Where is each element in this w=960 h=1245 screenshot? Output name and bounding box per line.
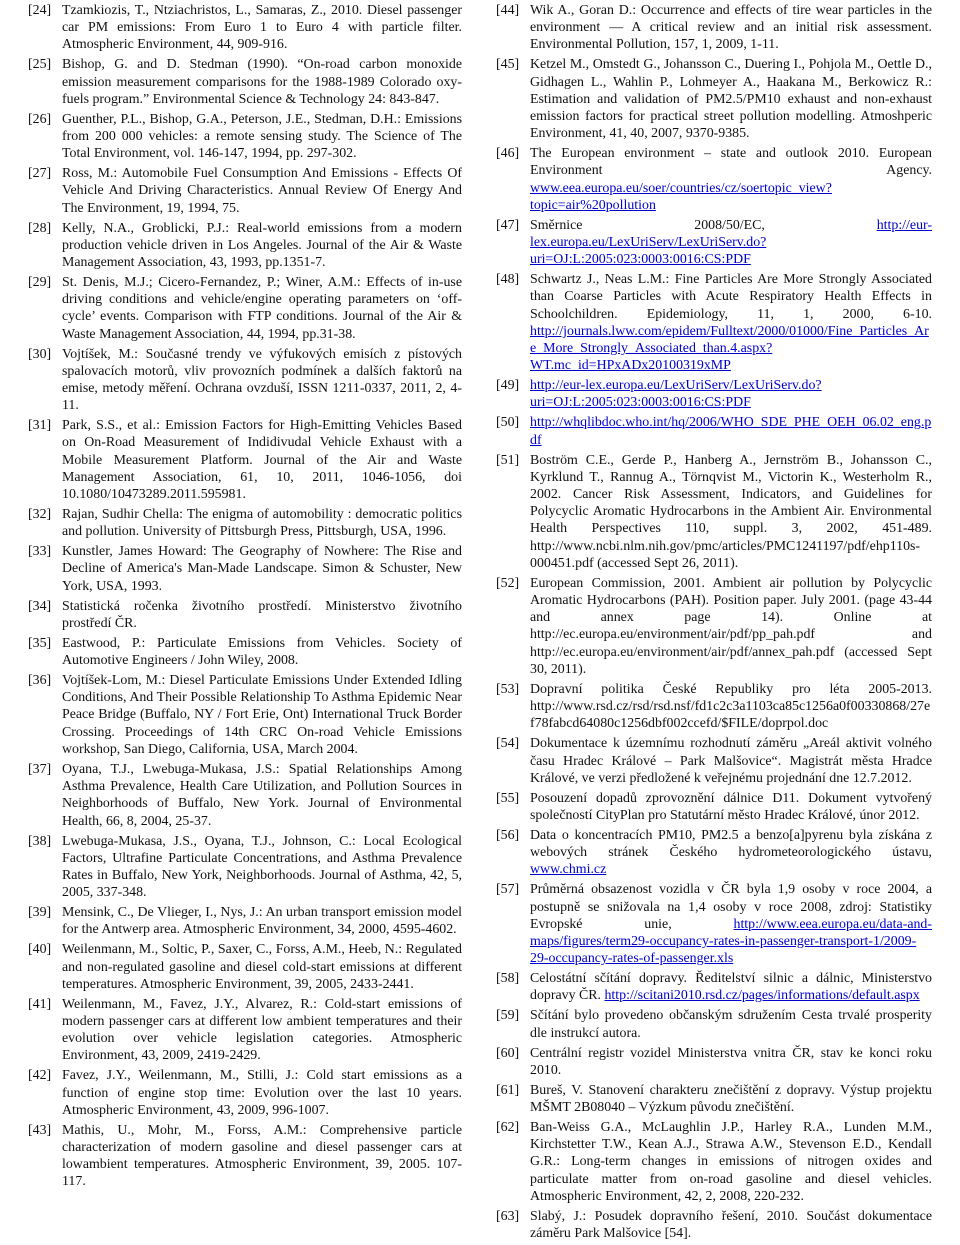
reference-number: [42] [28, 1068, 52, 1084]
reference-text [62, 346, 462, 415]
reference-item [496, 1045, 932, 1079]
reference-item [28, 2, 462, 54]
reference-item [28, 1122, 462, 1191]
reference-citation: St. Denis, M.J.; Cicero-Fernandez, P.; Winer, A.M.: Effects of in-use driving conditions and vehicle/engine operating parameters on ‘off-cycle’ events. Comparison with FTP conditions. Journal of the Air & Waste Management Association, 44, 1994, pp.31-38. [62, 275, 462, 342]
reference-text [530, 56, 932, 142]
reference-citation: European Commission, 2001. Ambient air pollution by Polycyclic Aromatic Hydrocarbons (PAH). Position paper. July 2001. (page 43-44 and annex page 14). Online at http://ec.europa.eu/environment/air/pdf/pp_pah.pdf and http://ec.europa.eu/environment/air/pdf/annex_pah.pdf (accessed Sept 30, 2011). [530, 575, 932, 677]
reference-item [28, 598, 462, 632]
reference-number: [63] [496, 1208, 520, 1224]
reference-item [496, 2, 932, 54]
reference-text [62, 996, 462, 1065]
reference-number: [48] [496, 272, 520, 288]
reference-number: [29] [28, 275, 52, 291]
reference-number: [60] [496, 1045, 520, 1061]
reference-citation: Tzamkiozis, T., Ntziachristos, L., Samaras, Z., 2010. Diesel passenger car PM emissions: From Euro 1 to Euro 4 with particle filter. Atmospheric Environment, 44, 909-916. [62, 3, 462, 53]
reference-text [62, 598, 462, 632]
reference-text [62, 111, 462, 163]
reference-item [496, 827, 932, 879]
reference-number: [56] [496, 827, 520, 843]
reference-citation: Bishop, G. and D. Stedman (1990). “On-road carbon monoxide emission measurement comparisons for the 1988-1989 Colorado oxy-fuels program.” Environmental Science & Technology 24: 843-847. [62, 57, 462, 107]
reference-citation: Vojtíšek, M.: Současné trendy ve výfukových emisích z pístových spalovacích motorů, vliv provozních podmínek a dalších faktorů na emise, metody měření. Ochrana ovzduší, ISSN 1211-0337, 2011, 2, 4-11. [62, 346, 462, 414]
reference-number: [31] [28, 418, 52, 434]
reference-number: [37] [28, 761, 52, 777]
reference-item [28, 111, 462, 163]
reference-text [530, 881, 932, 967]
reference-number: [58] [496, 971, 520, 987]
reference-citation: Mathis, U., Mohr, M., Forss, A.M.: Comprehensive particle characterization of modern gasoline and diesel passenger cars at lowambient temperatures. Atmospheric Environment, 39, 2005. 107-117. [62, 1122, 462, 1190]
reference-item [496, 217, 932, 269]
reference-number: [34] [28, 598, 52, 614]
reference-number: [61] [496, 1082, 520, 1098]
reference-item [28, 672, 462, 758]
reference-citation: Dokumentace k územnímu rozhodnutí záměru „Areál aktivit volného času Hradec Králové – Park Malšovice“. Magistrát města Hradce Králové, ve verzi předložené k veřejnému projednání dne 12.7.2012. [530, 736, 932, 786]
reference-text [62, 1122, 462, 1191]
reference-item [496, 1208, 932, 1242]
references-left-column [28, 2, 462, 1193]
reference-text [530, 1007, 932, 1041]
reference-item [496, 145, 932, 214]
reference-text [530, 827, 932, 879]
reference-item [28, 635, 462, 669]
reference-link[interactable]: www.chmi.cz [530, 862, 607, 878]
reference-citation: Boström C.E., Gerde P., Hanberg A., Jernström B., Johansson C., Kyrklund T., Rannug A., Törnqvist M., Victorin K., Westerholm R., 2002. Cancer Risk Assessment, Indicators, and Guidelines for Polycyclic Aromatic Hydrocarbons in the Ambient Air. Environmental Health Perspectives 110, suppl. 3, 2002, 451-489. http://www.ncbi.nlm.nih.gov/pmc/articles/PMC1241197/pdf/ehp110s-000451.pdf (accessed Sept 26, 2011). [530, 452, 932, 571]
reference-citation: Data o koncentracích PM10, PM2.5 a benzo[a]pyrenu byla získána z webových stránek Českého hydrometeorologického ústavu, [530, 827, 932, 861]
reference-text [530, 681, 932, 733]
reference-text [62, 904, 462, 938]
reference-number: [62] [496, 1119, 520, 1135]
reference-link[interactable]: www.eea.europa.eu/soer/countries/cz/soertopic_view?topic=air%20pollution [530, 180, 832, 213]
reference-text [530, 1082, 932, 1116]
reference-number: [57] [496, 882, 520, 898]
reference-citation: Eastwood, P.: Particulate Emissions from Vehicles. Society of Automotive Engineers / John Wiley, 2008. [62, 635, 462, 669]
reference-citation: Centrální registr vozidel Ministerstva vnitra ČR, stav ke konci roku 2010. [530, 1045, 932, 1078]
reference-item [496, 881, 932, 967]
reference-text [530, 414, 932, 448]
reference-number: [47] [496, 217, 520, 233]
reference-citation: The European environment – state and outlook 2010. European Environment Agency. [530, 146, 932, 179]
reference-item [496, 790, 932, 824]
reference-number: [43] [28, 1122, 52, 1138]
reference-number: [24] [28, 3, 52, 18]
reference-number: [54] [496, 736, 520, 752]
reference-citation: Oyana, T.J., Lwebuga-Mukasa, J.S.: Spatial Relationships Among Asthma Prevalence, Health Care Utilization, and Pollution Sources in Neighborhoods of Buffalo, New York. Journal of Environmental Health, 66, 8, 2004, 25-37. [62, 761, 462, 829]
reference-number: [35] [28, 635, 52, 651]
reference-item [28, 941, 462, 993]
reference-text [62, 56, 462, 108]
reference-text [530, 452, 932, 572]
reference-number: [30] [28, 346, 52, 362]
reference-text [62, 543, 462, 595]
reference-text [530, 970, 932, 1004]
reference-citation: Průměrná obsazenost vozidla v ČR byla 1,9 osoby v roce 2004, a postupně se snižovala na 1,4 osoby v roce 2008, zdroj: Statistiky Evropské unie, [530, 882, 932, 932]
reference-text [530, 2, 932, 54]
reference-citation: Bureš, V. Stanovení charakteru znečištění z dopravy. Výstup projektu MŠMT 2B08040 – Výzkum původu znečištění. [530, 1082, 932, 1115]
reference-citation: Favez, J.Y., Weilenmann, M., Stilli, J.: Cold start emissions as a function of engine stop time: Evolution over the last 10 years. Atmospheric Environment, 43, 2009, 996-1007. [62, 1068, 462, 1118]
reference-citation: Weilenmann, M., Soltic, P., Saxer, C., Forss, A.M., Heeb, N.: Regulated and non-regulated gasoline and diesel cold-start emissions at different temperatures. Atmospheric Environment, 39, 2005, 2433-2441. [62, 942, 462, 992]
reference-number: [27] [28, 166, 52, 182]
reference-citation: Ketzel M., Omstedt G., Johansson C., Duering I., Pohjola M., Oettle D., Gidhagen L., Wahlin P., Lohmeyer A., Haakana M., Berkowicz R.: Estimation and validation of PM2.5/PM10 exhaust and non-exhaust emission factors for practical street pollution modelling. Atmoshperic Environment, 41, 40, 2007, 9370-9385. [530, 57, 932, 142]
reference-number: [49] [496, 378, 520, 394]
reference-item [496, 575, 932, 678]
references-right-column [496, 2, 932, 1245]
reference-number: [39] [28, 905, 52, 921]
reference-number: [28] [28, 220, 52, 236]
reference-text [530, 790, 932, 824]
reference-number: [33] [28, 544, 52, 560]
reference-citation: Sčítání bylo provedeno občanským sdružením Cesta trvalé prosperity dle instrukcí autora. [530, 1008, 932, 1041]
reference-number: [32] [28, 507, 52, 523]
reference-text [530, 271, 932, 374]
reference-item [496, 735, 932, 787]
reference-link[interactable]: http://journals.lww.com/epidem/Fulltext/2000/01000/Fine_Particles_Are_More_Strongly_Associated_than.4.aspx?WT.mc_id=HPxADx20100319xMP [530, 323, 929, 374]
reference-item [28, 417, 462, 503]
reference-text [530, 217, 932, 269]
reference-text [62, 417, 462, 503]
reference-link[interactable]: http://scitani2010.rsd.cz/pages/informations/default.aspx [604, 988, 920, 1004]
reference-text [62, 506, 462, 540]
reference-item [28, 761, 462, 830]
reference-text [530, 1208, 932, 1242]
reference-citation: Směrnice 2008/50/EC, [530, 217, 765, 233]
reference-citation: Schwartz J., Neas L.M.: Fine Particles Are More Strongly Associated than Coarse Particles with Acute Respiratory Health Effects in Schoolchildren. Epidemiology, 11, 1, 2000, 6-10. [530, 272, 932, 322]
reference-item [496, 56, 932, 142]
reference-text [62, 274, 462, 343]
reference-item [28, 904, 462, 938]
reference-item [496, 1082, 932, 1116]
reference-number: [59] [496, 1008, 520, 1024]
reference-citation: Slabý, J.: Posudek dopravního řešení, 2010. Součást dokumentace záměru Park Malšovice [54]. [530, 1208, 932, 1241]
reference-text [62, 2, 462, 54]
reference-item [496, 377, 932, 411]
reference-citation: Vojtíšek-Lom, M.: Diesel Particulate Emissions Under Extended Idling Conditions, And Their Possible Relationship To Asthma Epidemic Near Peace Bridge (Buffalo, NY / Fort Erie, Ont) International Truck Border Crossing. Proceedings of 14th CRC On-road Vehicle Emissions workshop, San Diego, California, USA, March 2004. [62, 673, 462, 757]
reference-item [28, 833, 462, 902]
reference-text [530, 735, 932, 787]
reference-citation: Weilenmann, M., Favez, J.Y., Alvarez, R.: Cold-start emissions of modern passenger cars at different low ambient temperatures and their evolution over vehicle legislation categories. Atmospheric Environment, 43, 2009, 2419-2429. [62, 996, 462, 1064]
reference-item [496, 1007, 932, 1041]
reference-number: [38] [28, 833, 52, 849]
reference-citation: Ban-Weiss G.A., McLaughlin J.P., Harley R.A., Lunden M.M., Kirchstetter T.W., Kean A.J., Strawa A.W., Stevenson E.D., Kendall G.R.: Long-term changes in emissions of nitrogen oxides and particulate matter from on-road gasoline and diesel vehicles. Atmospheric Environment, 42, 2, 2008, 220-232. [530, 1119, 932, 1204]
reference-citation: Park, S.S., et al.: Emission Factors for High-Emitting Vehicles Based on On-Road Measurement of Indidivudal Vehicle Exhaust with a Mobile Measurement Platform. Journal of the Air and Waste Management Association, 61, 10, 2011, 1046-1056, doi 10.1080/10473289.2011.595981. [62, 418, 462, 503]
reference-link[interactable]: http://www.eea.europa.eu/data-and-maps/figures/term29-occupancy-rates-in-passenger-transport-1/2009-29-occupancy-rates-of-passenger.xls [530, 916, 932, 967]
reference-item [28, 220, 462, 272]
reference-text [530, 145, 932, 214]
reference-item [496, 452, 932, 572]
reference-number: [41] [28, 996, 52, 1012]
reference-number: [51] [496, 452, 520, 468]
reference-citation: Statistická ročenka životního prostředí. Ministerstvo životního prostředí ČR. [62, 598, 462, 631]
reference-citation: Celostátní sčítání dopravy. Ředitelství silnic a dálnic, Ministerstvo dopravy ČR. [530, 971, 932, 1004]
reference-number: [50] [496, 415, 520, 431]
reference-text [530, 575, 932, 678]
reference-number: [46] [496, 146, 520, 162]
reference-number: [45] [496, 57, 520, 73]
reference-number: [55] [496, 790, 520, 806]
reference-item [496, 271, 932, 374]
reference-link[interactable]: http://eur-lex.europa.eu/LexUriServ/LexUriServ.do?uri=OJ:L:2005:023:0003:0016:CS:PDF [530, 217, 932, 268]
reference-citation: Rajan, Sudhir Chella: The enigma of automobility : democratic politics and pollution. University of Pittsburgh Press, Pittsburgh, USA, 1996. [62, 507, 462, 540]
reference-citation: Kunstler, James Howard: The Geography of Nowhere: The Rise and Decline of America's Man-Made Landscape. Simon & Schuster, New York, USA, 1993. [62, 544, 462, 594]
reference-text [62, 833, 462, 902]
reference-text [530, 1119, 932, 1205]
reference-number: [26] [28, 111, 52, 127]
reference-link[interactable]: http://whqlibdoc.who.int/hq/2006/WHO_SDE_PHE_OEH_06.02_eng.pdf [530, 415, 932, 448]
reference-citation: Mensink, C., De Vlieger, I., Nys, J.: An urban transport emission model for the Antwerp area. Atmospheric Environment, 34, 2000, 4595-4602. [62, 905, 462, 938]
reference-item [496, 970, 932, 1004]
reference-item [496, 1119, 932, 1205]
reference-link[interactable]: http://eur-lex.europa.eu/LexUriServ/LexUriServ.do?uri=OJ:L:2005:023:0003:0016:CS:PDF [530, 378, 822, 411]
reference-citation: Guenther, P.L., Bishop, G.A., Peterson, J.E., Stedman, D.H.: Emissions from 200 000 vehicles: a remote sensing study. The Science of The Total Environment, vol. 146-147, 1994, pp. 297-302. [62, 111, 462, 162]
reference-item [28, 274, 462, 343]
reference-item [28, 346, 462, 415]
reference-text [62, 761, 462, 830]
reference-citation: Kelly, N.A., Groblicki, P.J.: Real-world emissions from a modern production vehicle driven in Los Angeles. Journal of the Air & Waste Management Association, 43, 1993, pp.1351-7. [62, 220, 462, 271]
reference-number: [36] [28, 673, 52, 689]
reference-number: [40] [28, 942, 52, 958]
reference-text [530, 1045, 932, 1079]
reference-item [28, 996, 462, 1065]
reference-item [28, 56, 462, 108]
reference-text [530, 377, 932, 411]
reference-citation: Posouzení dopadů zprovoznění dálnice D11. Dokument vytvořený společností CityPlan pro Statutární město Hradec Králové, únor 2012. [530, 790, 932, 823]
reference-text [62, 220, 462, 272]
reference-text [62, 941, 462, 993]
reference-citation: Ross, M.: Automobile Fuel Consumption And Emissions - Effects Of Vehicle And Driving Characteristics. Annual Review Of Energy And The Environment, 19, 1994, 75. [62, 166, 462, 216]
reference-number: [52] [496, 575, 520, 591]
reference-citation: Wik A., Goran D.: Occurrence and effects of tire wear particles in the environment — A critical review and an initial risk assessment. Environmental Pollution, 157, 1, 2009, 1-11. [530, 3, 932, 53]
reference-item [496, 414, 932, 448]
reference-number: [53] [496, 681, 520, 697]
reference-text [62, 635, 462, 669]
reference-citation: Lwebuga-Mukasa, J.S., Oyana, T.J., Johnson, C.: Local Ecological Factors, Ultrafine Particulate Concentrations, and Asthma Prevalence Rates in Buffalo, New York, Neighborhoods. Journal of Asthma, 42, 5, 2005, 337-348. [62, 833, 462, 901]
reference-text [62, 1067, 462, 1119]
reference-citation: Dopravní politika České Republiky pro léta 2005-2013. http://www.rsd.cz/rsd/rsd.nsf/fd1c2c3a1103ca85c1256a0f00330868/27ef78fabcd64080c1256dbf002ccefd/$FILE/doprpol.doc [530, 681, 932, 732]
reference-item [28, 1067, 462, 1119]
reference-number: [44] [496, 3, 520, 18]
reference-item [28, 506, 462, 540]
reference-text [62, 672, 462, 758]
reference-text [62, 165, 462, 217]
reference-item [28, 165, 462, 217]
reference-number: [25] [28, 57, 52, 73]
reference-item [28, 543, 462, 595]
reference-item [496, 681, 932, 733]
